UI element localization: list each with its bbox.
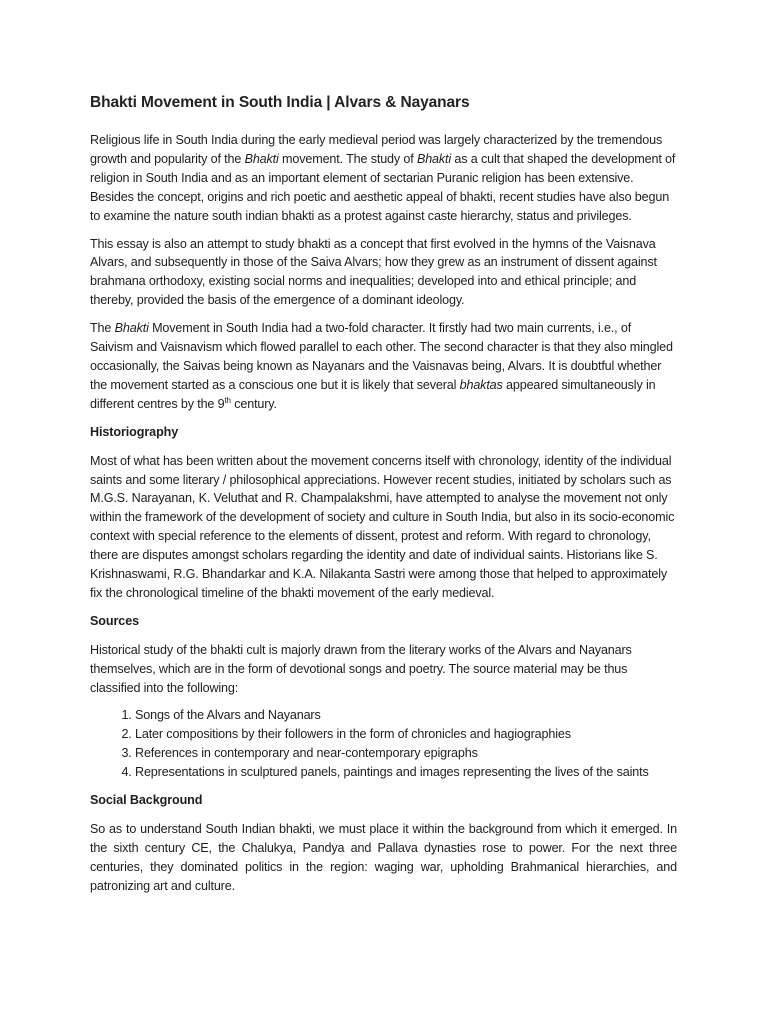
- intro-paragraph-1: [90, 131, 677, 226]
- intro-paragraph-2: This essay is also an attempt to study bhakti as a concept that first evolved in the hymns of the Vaisnava Alvars, and subsequently in those of the Saiva Alvars; how they grew as an instrument of dissent against brahmana orthodoxy, existing social norms and inequalities; developed into and ethical principle; and thereby, provided the basis of the emergence of a dominant ideology.: [90, 236, 657, 308]
- italic-term: Bhakti: [416, 151, 452, 166]
- document-page: [90, 92, 677, 905]
- text-run: appeared simultaneously in different centres by the 9: [90, 377, 656, 411]
- section-heading-sources: Sources: [90, 613, 139, 628]
- text-run: Movement in South India had a two-fold character. It firstly had two main currents, i.e., of Saivism and Vaisnavism which flowed parallel to each other. The second character is that they also mingled occasionally, the Saivas being known as Nayanars and the Vaisnavas being, Alvars. It is doubtful whether the movement started as a conscious one but it is likely that several: [90, 321, 673, 392]
- text-run: century.: [230, 396, 277, 411]
- italic-term: Bhakti: [244, 151, 279, 166]
- social-background-paragraph: So as to understand South Indian bhakti, we must place it within the background from which it emerged. In the sixth century CE, the Chalukya, Pandya and Pallava dynasties rose to power. For the next three centuries, they dominated politics in the region: waging war, upholding Brahmanical hierarchies, and patronizing art and culture.: [90, 822, 677, 893]
- sources-list: [90, 706, 677, 782]
- text-run: movement. The study of: [278, 151, 417, 166]
- text-run: The: [90, 321, 115, 336]
- text-run: Religious life in South India during the early medieval period was largely characterized by the tremendous growth and popularity of the: [90, 133, 663, 166]
- section-heading-historiography: Historiography: [90, 424, 179, 439]
- list-item: 3. References in contemporary and near-contemporary epigraphs: [135, 744, 677, 763]
- intro-paragraph-3: [90, 319, 677, 414]
- list-item: 2. Later compositions by their followers in the form of chronicles and hagiographies: [135, 725, 677, 744]
- historiography-paragraph: Most of what has been written about the movement concerns itself with chronology, identity of the individual saints and some literary / philosophical appreciations. However recent studies, initiated by scholars such as M.G.S. Narayanan, K. Veluthat and R. Champalakshmi, have attempted to analyse the movement not only within the framework of the development of society and culture in South India, but also in its socio-economic context with special reference to the elements of dissent, protest and reform. With regard to chronology, there are disputes amongst scholars regarding the identity and date of individual saints. Historians like S. Krishnaswami, R.G. Bhandarkar and K.A. Nilakanta Sastri were among those that helped to approximately fix the chronological timeline of the bhakti movement of the early medieval.: [90, 453, 675, 600]
- sources-paragraph: Historical study of the bhakti cult is majorly drawn from the literary works of the Alvars and Nayanars themselves, which are in the form of devotional songs and poetry. The source material may be thus classified into the following:: [90, 642, 632, 695]
- superscript: th: [224, 395, 231, 405]
- list-item: 4. Representations in sculptured panels, paintings and images representing the lives of the saints: [135, 763, 677, 782]
- section-heading-social-background: Social Background: [90, 793, 203, 808]
- italic-term: Bhakti: [114, 321, 149, 336]
- italic-term: bhaktas: [459, 377, 503, 392]
- list-item: 1. Songs of the Alvars and Nayanars: [135, 706, 677, 725]
- page-title: Bhakti Movement in South India | Alvars & Nayanars: [90, 94, 470, 111]
- text-run: as a cult that shaped the development of religion in South India and as an important element of sectarian Puranic religion has been extensive. Besides the concept, origins and rich poetic and aesthetic appeal of bhakti, recent studies have also begun to examine the nature south indian bhakti as a protest against caste hierarchy, status and privileges.: [90, 151, 676, 223]
